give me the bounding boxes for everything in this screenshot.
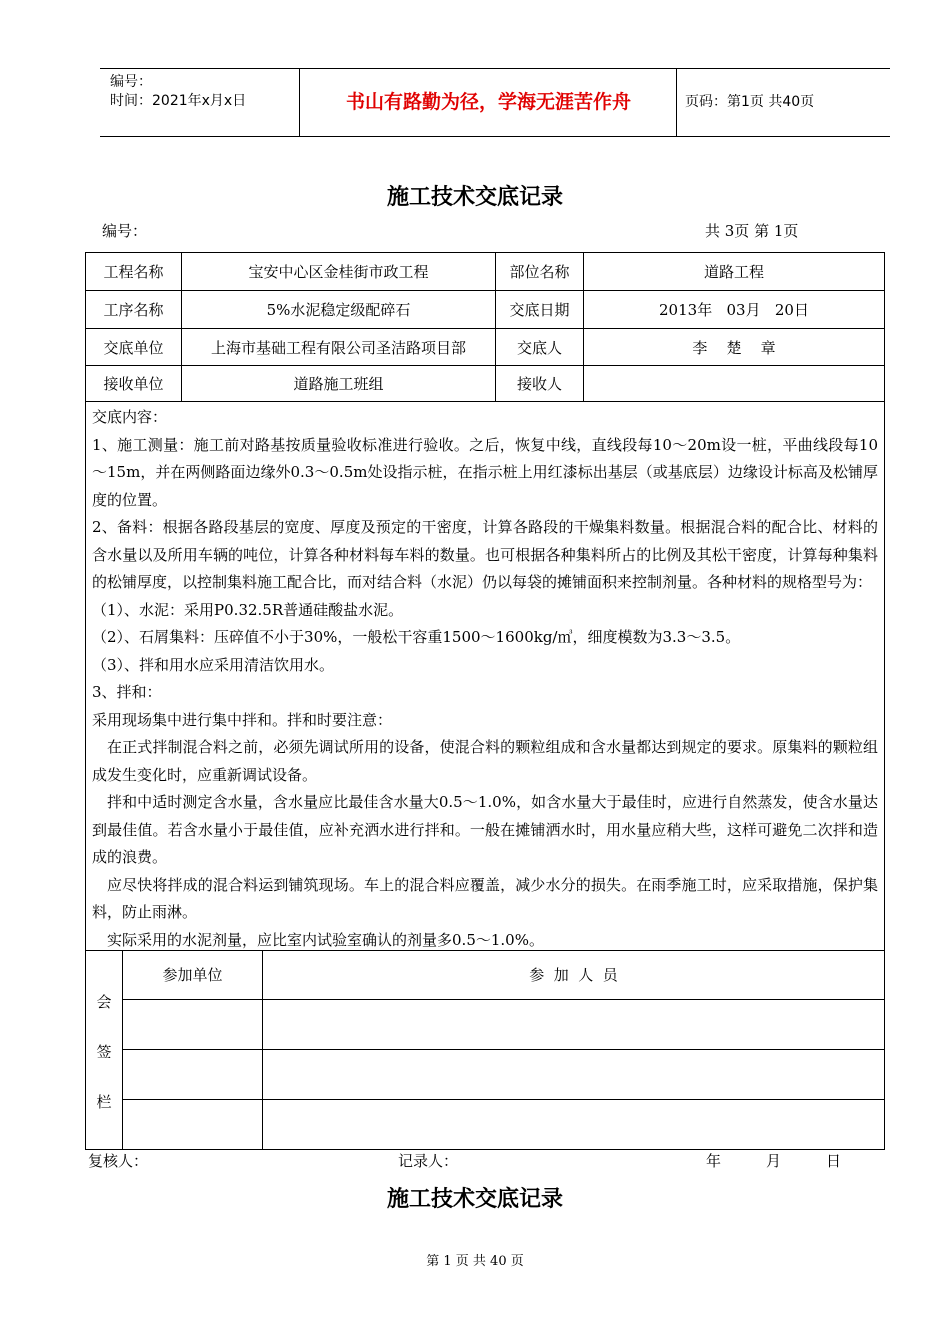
issuer-label: 交底人 (516, 338, 562, 357)
signoff-people-header: 参 加 人 员 (529, 966, 618, 984)
header-motto: 书山有路勤为径，学海无涯苦作舟 (301, 69, 677, 136)
receiver-name (584, 366, 884, 401)
reviewer-label: 复核人： (88, 1152, 149, 1170)
process-label: 工序名称 (103, 301, 164, 319)
receiver-label: 接收人 (516, 375, 562, 393)
header-page: 页码：第1页 共40页 (685, 94, 815, 110)
content-paragraph: （3）、拌和用水应采用清洁饮用水。 (92, 655, 335, 674)
content-paragraph: 应尽快将拌成的混合料运到铺筑现场。车上的混合料应覆盖，减少水分的损失。在雨季施工时，应采取措施，保护集料，防止雨淋。 (92, 875, 878, 921)
date-label: 交底日期 (509, 301, 570, 319)
next-doc-title: 施工技术交底记录 (386, 1187, 563, 1212)
content-paragraph: 采用现场集中进行集中拌和。拌和时要注意： (92, 710, 393, 729)
signoff-unit-header: 参加单位 (162, 966, 223, 984)
part-name-label: 部位名称 (509, 263, 570, 281)
content-paragraph: （2）、石屑集料：压碎值不小于30%，一般松干容重1500～1600kg/㎥，细度模数为3.3～3.5。 (92, 628, 741, 646)
doc-number-label: 编号： (102, 222, 148, 240)
recorder-label: 记录人： (398, 1152, 459, 1170)
content-paragraph: 实际采用的水泥剂量，应比室内试验室确认的剂量多0.5～1.0%。 (107, 930, 544, 949)
header-number-label: 编号： (110, 74, 152, 90)
footer-day: 日 (826, 1152, 842, 1170)
receiver-unit-label: 接收单位 (103, 375, 164, 393)
content-paragraph: 2、备料：根据各路段基层的宽度、厚度及预定的干密度，计算各路段的干燥集料数量。根据混合料的配合比、材料的含水量以及所用车辆的吨位，计算各种材料每车料的数量。也可根据各种集料所占的比例及其松干密度，计算每种集料的松铺厚度，以控制集料施工配合比，而对结合料（水泥）仍以每袋的摊铺面积来控制剂量。各种材料的规格型号为： (92, 518, 878, 591)
doc-title: 施工技术交底记录 (386, 185, 563, 210)
record-form (85, 252, 885, 1150)
page-number: 第 1 页 共 40 页 (426, 1254, 524, 1269)
issuer-unit: 上海市基础工程有限公司圣洁路项目部 (210, 338, 466, 357)
process-name: 5%水泥稳定级配碎石 (266, 301, 411, 319)
signoff-label-2: 签 (96, 1043, 112, 1061)
page-header (100, 68, 890, 137)
project-name: 宝安中心区金桂街市政工程 (248, 263, 429, 281)
content-heading: 交底内容： (92, 408, 168, 426)
signoff-label-1: 会 (96, 993, 112, 1011)
doc-page-info: 共 3页 第 1页 (705, 222, 799, 240)
content-paragraph: 1、施工测量：施工前对路基按质量验收标准进行验收。之后，恢复中线，直线段每10～20m设一桩，平曲线段每10～15m，并在两侧路面边缘外0.3～0.5m处设指示桩，在指示桩上用红漆标出基层（或基底层）边缘设计标高及松铺厚度的位置。 (92, 435, 878, 509)
issuer-unit-label: 交底单位 (103, 338, 164, 357)
briefing-date: 2013年 03月 20日 (659, 301, 809, 319)
header-meta (100, 69, 300, 136)
part-name: 道路工程 (703, 263, 764, 281)
footer-month: 月 (766, 1152, 782, 1170)
header-time: 时间：2021年x月x日 (110, 93, 247, 109)
content-paragraph: 拌和中适时测定含水量，含水量应比最佳含水量大0.5～1.0%，如含水量大于最佳时，应进行自然蒸发，使含水量达到最佳值。若含水量小于最佳值，应补充洒水进行拌和。一般在摊铺洒水时，用水量应稍大些，这样可避免二次拌和造成的浪费。 (92, 793, 878, 866)
project-name-label: 工程名称 (103, 263, 164, 281)
footer-year: 年 (706, 1152, 722, 1170)
receiver-unit: 道路施工班组 (293, 375, 384, 393)
signoff-label-3: 栏 (96, 1093, 112, 1111)
briefing-content (92, 404, 878, 954)
content-paragraph: 3、拌和： (92, 683, 162, 701)
content-paragraph: 在正式拌制混合料之前，必须先调试所用的设备，使混合料的颗粒组成和含水量都达到规定的要求。原集料的颗粒组成发生变化时，应重新调试设备。 (92, 738, 878, 784)
issuer-name: 李 楚 章 (692, 338, 776, 357)
content-paragraph: （1）、水泥：采用P0.32.5R普通硅酸盐水泥。 (92, 600, 404, 619)
